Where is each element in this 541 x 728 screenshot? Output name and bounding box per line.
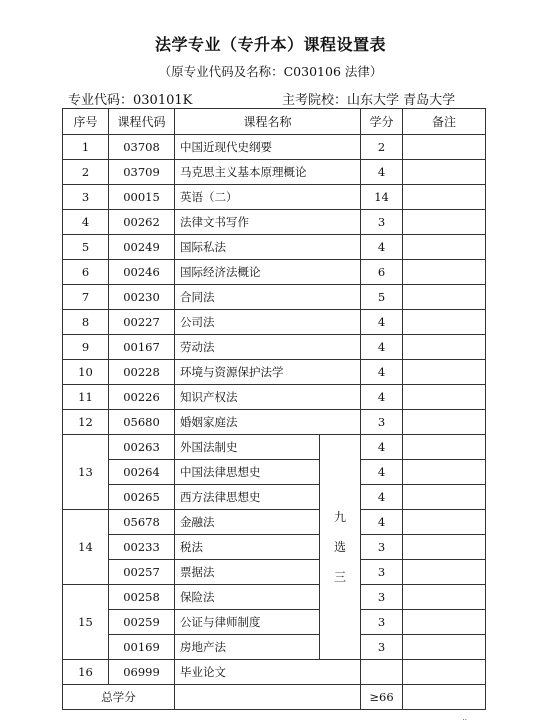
course-code: 00258 [109,585,175,610]
course-seq: 9 [63,335,109,360]
course-seq: 11 [63,385,109,410]
course-code: 06999 [109,660,175,685]
course-code: 00230 [109,285,175,310]
course-seq: 5 [63,235,109,260]
page-title: 法学专业（专升本）课程设置表 [154,35,386,54]
course-seq: 16 [63,660,109,685]
table-row-elective [63,610,486,635]
table-header-row [63,109,486,135]
course-credit: 3 [361,610,403,635]
table-row [63,185,486,210]
table-row-elective [63,560,486,585]
course-credit: 6 [361,260,403,285]
course-seq: 3 [63,185,109,210]
header-credit: 学分 [361,109,403,135]
course-name: 保险法 [175,585,320,610]
table-row-elective [63,535,486,560]
course-code: 03709 [109,160,175,185]
course-name: 环境与资源保护法学 [175,360,361,385]
course-credit: 4 [361,485,403,510]
course-name: 中国法律思想史 [175,460,320,485]
table-row [63,260,486,285]
elective-group-char: 九 [334,510,347,524]
course-name: 外国法制史 [175,435,320,460]
total-label: 总学分 [63,685,175,710]
elective-group-char: 选 [334,540,347,554]
table-row [63,210,486,235]
header-code: 课程代码 [109,109,175,135]
course-name: 国际经济法概论 [175,260,361,285]
table-row-elective [63,635,486,660]
elective-seq: 13 [63,435,109,510]
course-credit: 4 [361,385,403,410]
course-seq: 10 [63,360,109,385]
course-table [62,108,486,710]
course-note [403,460,486,485]
course-credit: 4 [361,360,403,385]
course-note [403,435,486,460]
course-note [403,260,486,285]
course-credit: 3 [361,635,403,660]
total-credit: ≥66 [361,685,403,710]
course-name: 票据法 [175,560,320,585]
course-name: 税法 [175,535,320,560]
course-code: 00249 [109,235,175,260]
course-note [403,160,486,185]
course-note [403,385,486,410]
course-name: 金融法 [175,510,320,535]
elective-group-char: 三 [334,570,347,584]
course-name: 中国近现代史纲要 [175,135,361,160]
table-row [63,285,486,310]
course-code: 00264 [109,460,175,485]
course-note [403,235,486,260]
course-credit: 3 [361,560,403,585]
course-seq: 6 [63,260,109,285]
course-name: 合同法 [175,285,361,310]
course-code: 00226 [109,385,175,410]
course-note [403,635,486,660]
table-row [63,335,486,360]
course-name: 英语（二） [175,185,361,210]
table-row-elective [63,485,486,510]
course-note [403,685,486,710]
course-credit: 4 [361,335,403,360]
table-row [63,235,486,260]
table-row [63,310,486,335]
course-note [403,560,486,585]
table-row-elective [63,435,486,460]
corner-mark: ·· [462,716,467,724]
course-seq: 4 [63,210,109,235]
page-subtitle: （原专业代码及名称：C030106 法律） [158,64,383,79]
course-note [403,585,486,610]
course-note [403,185,486,210]
course-code: 00262 [109,210,175,235]
course-credit: 4 [361,510,403,535]
course-code: 00167 [109,335,175,360]
course-code: 03708 [109,135,175,160]
course-note [403,510,486,535]
course-name: 公证与律师制度 [175,610,320,635]
header-name: 课程名称 [175,109,361,135]
course-name: 西方法律思想史 [175,485,320,510]
course-code: 05678 [109,510,175,535]
course-name: 劳动法 [175,335,361,360]
course-credit: 4 [361,160,403,185]
course-name: 毕业论文 [175,660,361,685]
course-note [403,210,486,235]
course-name: 知识产权法 [175,385,361,410]
host-schools: 主考院校：山东大学 青岛大学 [282,93,456,108]
elective-seq: 15 [63,585,109,660]
course-note [403,335,486,360]
course-code: 00259 [109,610,175,635]
course-code: 00263 [109,435,175,460]
course-credit [361,660,403,685]
course-seq: 1 [63,135,109,160]
course-code: 00015 [109,185,175,210]
course-name: 马克思主义基本原理概论 [175,160,361,185]
course-credit: 3 [361,410,403,435]
course-name: 国际私法 [175,235,361,260]
course-note [403,535,486,560]
course-credit: 2 [361,135,403,160]
table-row-thesis [63,660,486,685]
course-seq: 8 [63,310,109,335]
course-note [403,660,486,685]
course-credit: 4 [361,435,403,460]
table-row [63,385,486,410]
course-code: 05680 [109,410,175,435]
course-code: 00265 [109,485,175,510]
course-name: 法律文书写作 [175,210,361,235]
course-credit: 4 [361,460,403,485]
table-row [63,160,486,185]
course-credit: 3 [361,535,403,560]
elective-group-label [320,435,361,660]
course-note [403,135,486,160]
table-row-total [63,685,486,710]
course-code: 00227 [109,310,175,335]
major-code: 专业代码：030101K [68,93,193,108]
header-seq: 序号 [63,109,109,135]
course-seq: 12 [63,410,109,435]
course-code: 00169 [109,635,175,660]
course-note [403,610,486,635]
course-code: 00246 [109,260,175,285]
course-credit: 4 [361,235,403,260]
course-credit: 3 [361,585,403,610]
course-name: 公司法 [175,310,361,335]
table-row-elective [63,585,486,610]
course-seq: 7 [63,285,109,310]
course-note [403,285,486,310]
course-note [403,310,486,335]
course-seq: 2 [63,160,109,185]
elective-seq: 14 [63,510,109,585]
table-row-elective [63,460,486,485]
course-code: 00257 [109,560,175,585]
total-spacer [175,685,361,710]
course-name: 房地产法 [175,635,320,660]
course-credit: 14 [361,185,403,210]
course-note [403,410,486,435]
table-row [63,135,486,160]
course-credit: 3 [361,210,403,235]
header-note: 备注 [403,109,486,135]
table-row-elective [63,510,486,535]
course-code: 00228 [109,360,175,385]
course-note [403,485,486,510]
table-row [63,360,486,385]
table-row [63,410,486,435]
course-credit: 4 [361,310,403,335]
course-credit: 5 [361,285,403,310]
course-code: 00233 [109,535,175,560]
course-note [403,360,486,385]
course-name: 婚姻家庭法 [175,410,361,435]
